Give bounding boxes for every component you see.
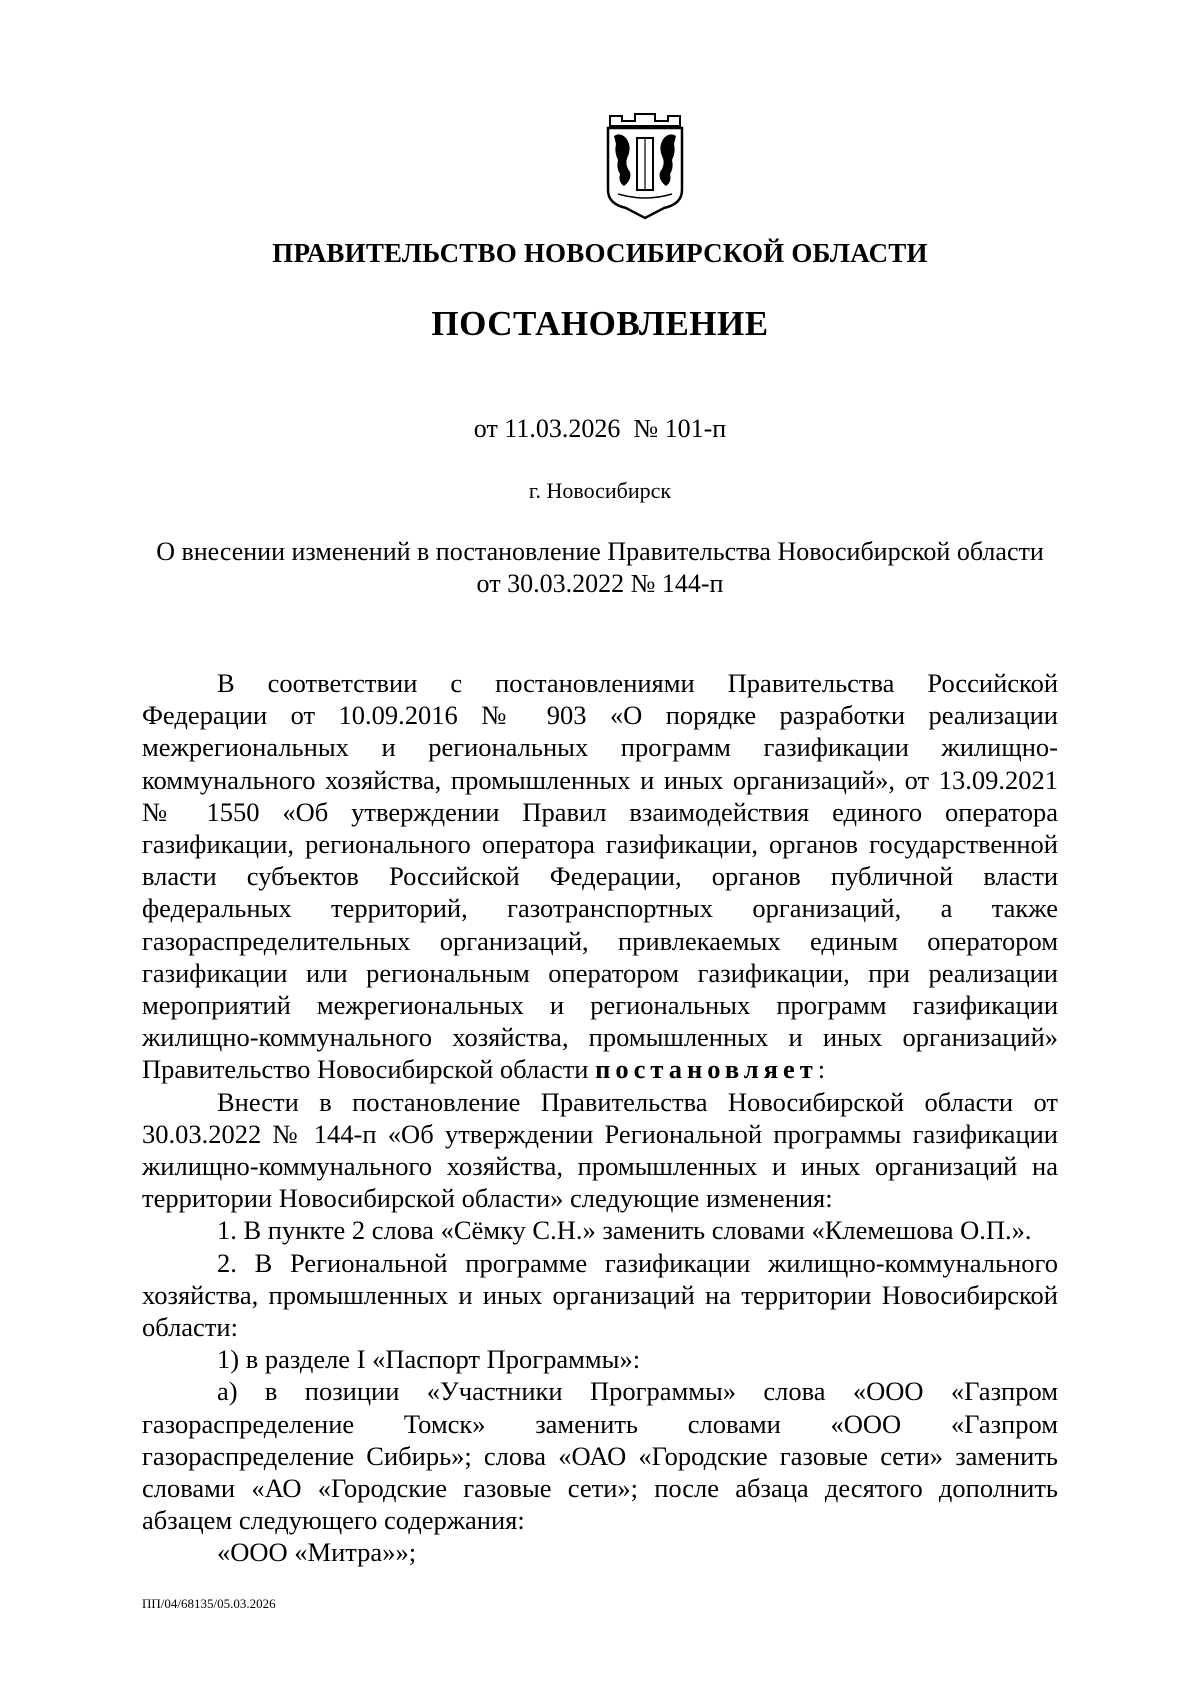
resolves-word: постановляет [595,1054,818,1085]
preamble-end: : [817,1054,826,1085]
document-city: г. Новосибирск [528,478,672,503]
paragraph-subitem-1: 1) в разделе I «Паспорт Программы»: [217,1344,641,1375]
title-line-2: от 30.03.2022 № 144-п [476,569,724,598]
paragraph-preamble [142,667,1058,1086]
footer-document-code: ПП/04/68135/05.03.2026 [142,1596,276,1611]
coat-of-arms-icon [602,112,688,220]
paragraph-item-2: 2. В Региональной программе газификации жилищно-коммунального хозяйства, промышленных и иных организаций на территории Новосибирской области: [142,1247,1058,1343]
paragraph-addition: «ООО «Митра»»; [217,1537,417,1568]
paragraph-subitem-a: а) в позиции «Участники Программы» слова «ООО «Газпром газораспределение Томск» заменить словами «ООО «Газпром газораспределение Сибирь»; слова «ОАО «Городские газовые сети» заменить словами «АО «Городские газовые сети»; после абзаца десятого дополнить абзацем следующего содержания: [142,1376,1058,1536]
paragraph-introduce: Внести в постановление Правительства Новосибирской области от 30.03.2022 № 144-п «Об утверждении Региональной программы газификации жилищно-коммунального хозяйства, промышленных и иных организаций на территории Новосибирской области» следующие изменения: [142,1086,1058,1214]
paragraph-item-1: 1. В пункте 2 слова «Сёмку С.Н.» заменить словами «Клемешова О.П.». [217,1215,1032,1246]
document-title [0,536,1200,600]
preamble-text: В соответствии с постановлениями Правительства Российской Федерации от 10.09.2016 № 903 «О порядке разработки реализации межрегиональных и региональных программ газификации жилищно-коммунального хозяйства, промышленных и иных организаций», от 13.09.2021 № 1550 «Об утверждении Правил взаимодействия единого оператора газификации, регионального оператора газификации, органов государственной власти субъектов Российской Федерации, органов публичной власти федеральных территорий, газотранспортных организаций, а также газораспределительных организаций, привлекаемых единым оператором газификации или региональным оператором газификации, при реализации мероприятий межрегиональных и региональных программ газификации жилищно-коммунального хозяйства, промышленных и иных организаций» Правительство Новосибирской области [142,668,1058,1085]
document-body [142,667,1058,1569]
title-line-1: О внесении изменений в постановление Правительства Новосибирской области [156,537,1044,566]
coat-of-arms-emblem [602,112,688,220]
document-type: ПОСТАНОВЛЕНИЕ [431,304,769,343]
government-name: ПРАВИТЕЛЬСТВО НОВОСИБИРСКОЙ ОБЛАСТИ [272,238,928,268]
document-number: от 11.03.2026 № 101-п [473,414,727,443]
